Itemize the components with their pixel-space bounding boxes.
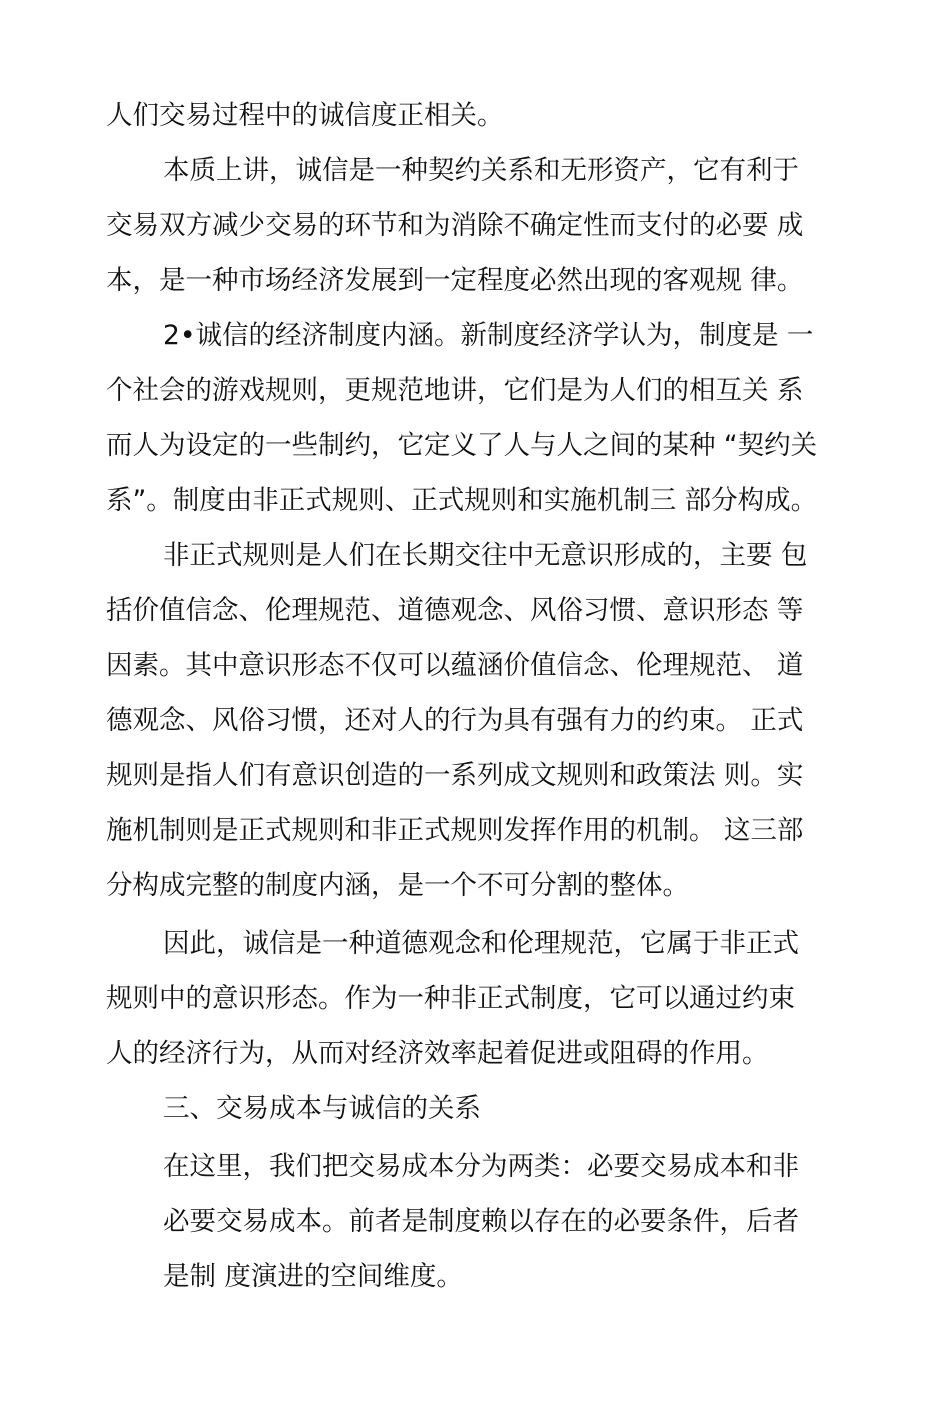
text-line-10: 括价值信念、伦理规范、道德观念、风俗习惯、意识形态 等 <box>106 595 804 626</box>
text-line-21: 必要交易成本。前者是制度赖以存在的必要条件，后者 <box>163 1206 799 1237</box>
text-line-1: 人们交易过程中的诚信度正相关。 <box>106 100 504 131</box>
text-line-17: 规则中的意识形态。作为一种非正式制度，它可以通过约束 <box>106 983 795 1014</box>
text-line-3: 交易双方减少交易的环节和为消除不确定性而支付的必要 成 <box>106 210 804 241</box>
text-line-11: 因素。其中意识形态不仅可以蕴涵价值信念、伦理规范、 道 <box>106 650 804 681</box>
text-line-9: 非正式规则是人们在长期交往中无意识形成的，主要 包 <box>163 540 808 571</box>
text-line-16: 因此，诚信是一种道德观念和伦理规范，它属于非正式 <box>163 928 799 959</box>
text-line-13: 规则是指人们有意识创造的一系列成文规则和政策法 则。实 <box>106 760 804 791</box>
text-line-5: 2•诚信的经济制度内涵。新制度经济学认为，制度是 一 <box>163 320 814 351</box>
text-line-4: 本，是一种市场经济发展到一定程度必然出现的客观规 律。 <box>106 265 804 296</box>
text-line-7: 而人为设定的一些制约，它定义了人与人之间的某种 “契约关 <box>106 430 818 461</box>
text-line-22: 是制 度演进的空间维度。 <box>163 1261 463 1292</box>
section-heading: 三、交易成本与诚信的关系 <box>163 1093 481 1124</box>
text-line-15: 分构成完整的制度内涵，是一个不可分割的整体。 <box>106 870 689 901</box>
text-line-2: 本质上讲，诚信是一种契约关系和无形资产，它有利于 <box>163 155 799 186</box>
text-line-6: 个社会的游戏规则，更规范地讲，它们是为人们的相互关 系 <box>106 375 804 406</box>
text-line-14: 施机制则是正式规则和非正式规则发挥作用的机制。 这三部 <box>106 815 804 846</box>
text-line-8: 系”。制度由非正式规则、正式规则和实施机制三 部分构成。 <box>106 485 818 516</box>
text-line-20: 在这里，我们把交易成本分为两类：必要交易成本和非 <box>163 1151 799 1182</box>
text-line-18: 人的经济行为，从而对经济效率起着促进或阻碍的作用。 <box>106 1038 769 1069</box>
text-line-12: 德观念、风俗习惯，还对人的行为具有强有力的约束。 正式 <box>106 705 804 736</box>
